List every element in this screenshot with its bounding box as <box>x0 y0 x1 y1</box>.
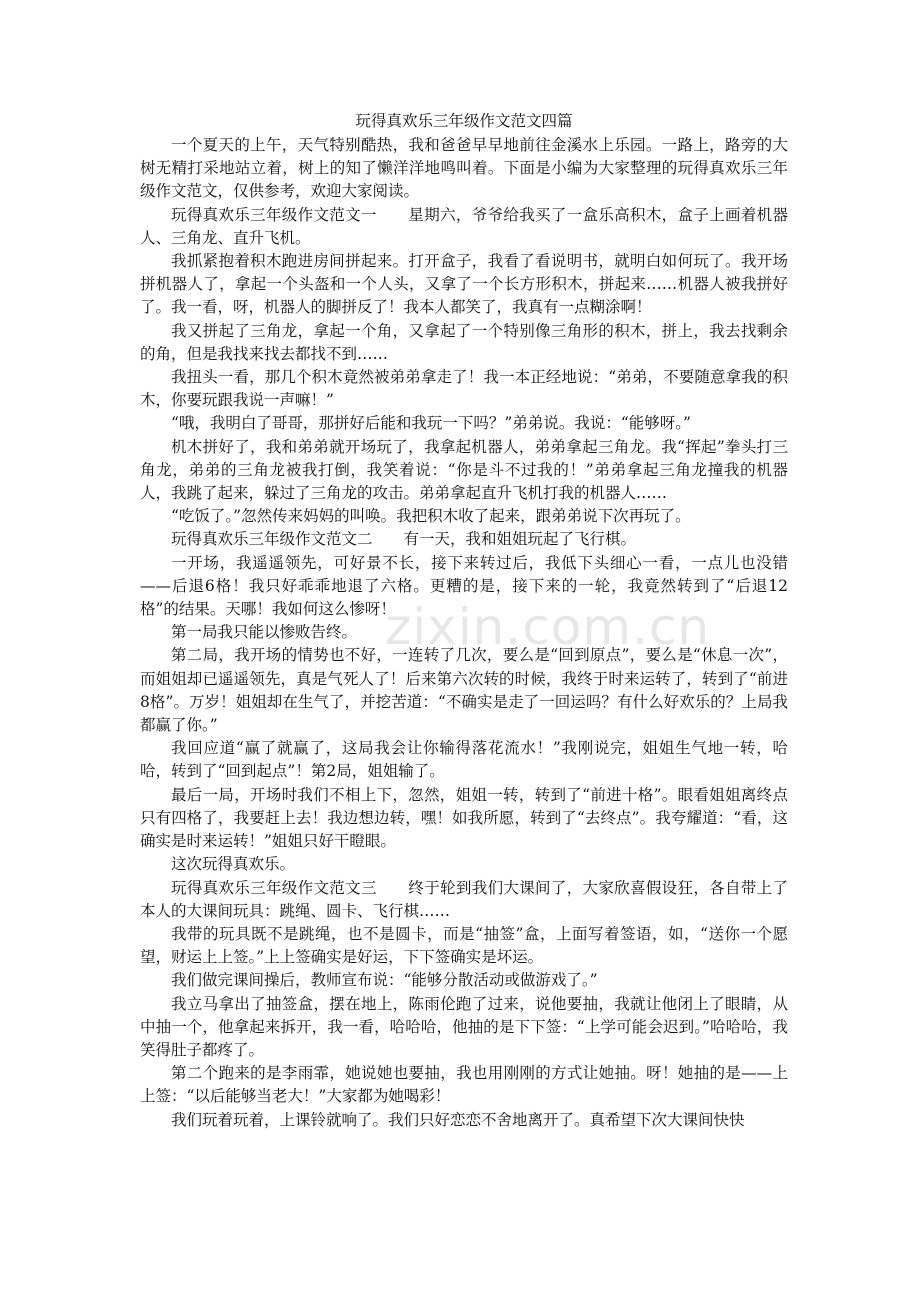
watermark: zixin.com.cn <box>385 598 711 656</box>
paragraph: 第一局我只能以惨败告终。 <box>171 623 358 642</box>
paragraph: 我又拼起了三角龙，拿起一个角，又拿起了一个特别像三角形的积木，拼上，我去找剩余的角，但是我找来找去都找不到…… <box>140 321 788 363</box>
paragraph: 我们玩着玩着，上课铃就响了。我们只好恋恋不舍地离开了。真希望下次大课间快快 <box>171 1110 745 1129</box>
paragraph: 我带的玩具既不是跳绳，也不是圆卡，而是“抽签”盒，上面写着签语，如，“送你一个愿望，财运上上签。”上上签确实是好运，下下签确实是坏运。 <box>140 924 788 967</box>
paragraph: 第二局，我开场的情势也不好，一连转了几次，要么是“回到原点”，要么是“休息一次”，而姐姐却已遥遥领先，真是气死人了！后来第六次转的时候，我终于时来运转了，转到了“前进8格”。万岁！姐姐却在生气了，并挖苦道：“不确实是走了一回运吗？有什么好欢乐的？上局我都赢了你。” <box>140 646 788 735</box>
paragraph: 我立马拿出了抽签盒，摆在地上，陈雨伦跑了过来，说他要抽，我就让他闭上了眼睛，从中抽一个，他拿起来拆开，我一看，哈哈哈，他抽的是下下签：“上学可能会迟到。”哈哈哈，我笑得肚子都疼了。 <box>140 994 788 1059</box>
paragraph: 一开场，我遥遥领先，可好景不长，接下来转过后，我低下头细心一看，一点儿也没错——后退6格！我只好乖乖地退了六格。更糟的是，接下来的一轮，我竟然转到了“后退12格”的结果。天哪！我如何这么惨呀！ <box>140 553 788 619</box>
paragraph: 我抓紧抱着积木跑进房间拼起来。打开盒子，我看了看说明书，就明白如何玩了。我开场拼机器人了，拿起一个头盔和一个人头，又拿了一个长方形积木，拼起来……机器人被我拼好了。我一看，呀，机器人的脚拼反了！我本人都笑了，我真有一点糊涂啊！ <box>140 252 788 317</box>
paragraph: “哦，我明白了哥哥，那拼好后能和我玩一下吗？”弟弟说。我说：“能够呀。” <box>171 414 691 433</box>
paragraph: 玩得真欢乐三年级作文范文三 终于轮到我们大课间了，大家欣喜假设狂，各自带上了本人的大课间玩具：跳绳、圆卡、飞行棋…… <box>140 878 788 920</box>
paragraph: 这次玩得真欢乐。 <box>171 855 296 874</box>
document-title: 玩得真欢乐三年级作文范文四篇 <box>355 112 573 130</box>
paragraph: 玩得真欢乐三年级作文范文二 有一天，我和姐姐玩起了飞行棋。 <box>171 530 637 549</box>
paragraph: 第二个跑来的是李雨霏，她说她也要抽，我也用刚刚的方式让她抽。呀！她抽的是——上上签：“以后能够当老大！”大家都为她喝彩！ <box>140 1064 788 1106</box>
paragraph: 我扭头一看，那几个积木竟然被弟弟拿走了！我一本正经地说：“弟弟，不要随意拿我的积木，你要玩跟我说一声嘛！” <box>140 368 788 410</box>
document-body <box>140 134 788 1132</box>
paragraph: 我回应道“赢了就赢了，这局我会让你输得落花流水！”我刚说完，姐姐生气地一转，哈哈，转到了“回到起点”！第2局，姐姐输了。 <box>140 739 788 781</box>
paragraph: 最后一局，开场时我们不相上下，忽然，姐姐一转，转到了“前进十格”。眼看姐姐离终点只有四格了，我要赶上去！我边想边转，嘿！如我所愿，转到了“去终点”。我夸耀道：“看，这确实是时来运转！”姐姐只好干瞪眼。 <box>140 785 788 851</box>
paragraph: 一个夏天的上午，天气特别酷热，我和爸爸早早地前往金溪水上乐园。一路上，路旁的大树无精打采地站立着，树上的知了懒洋洋地鸣叫着。下面是小编为大家整理的玩得真欢乐三年级作文范文，仅供参考，欢迎大家阅读。 <box>140 136 788 201</box>
paragraph: “吃饭了。”忽然传来妈妈的叫唤。我把积木收了起来，跟弟弟说下次再玩了。 <box>171 507 691 526</box>
paragraph: 机木拼好了，我和弟弟就开场玩了，我拿起机器人，弟弟拿起三角龙。我“挥起”拳头打三角龙，弟弟的三角龙被我打倒，我笑着说：“你是斗不过我的！”弟弟拿起三角龙撞我的机器人，我跳了起来，躲过了三角龙的攻击。弟弟拿起直升飞机打我的机器人…… <box>140 437 788 503</box>
paragraph: 我们做完课间操后，教师宣布说：“能够分散活动或做游戏了。” <box>171 971 598 990</box>
paragraph: 玩得真欢乐三年级作文范文一 星期六，爷爷给我买了一盒乐高积木，盒子上画着机器人、三角龙、直升飞机。 <box>140 205 788 247</box>
document-page <box>140 110 788 1132</box>
